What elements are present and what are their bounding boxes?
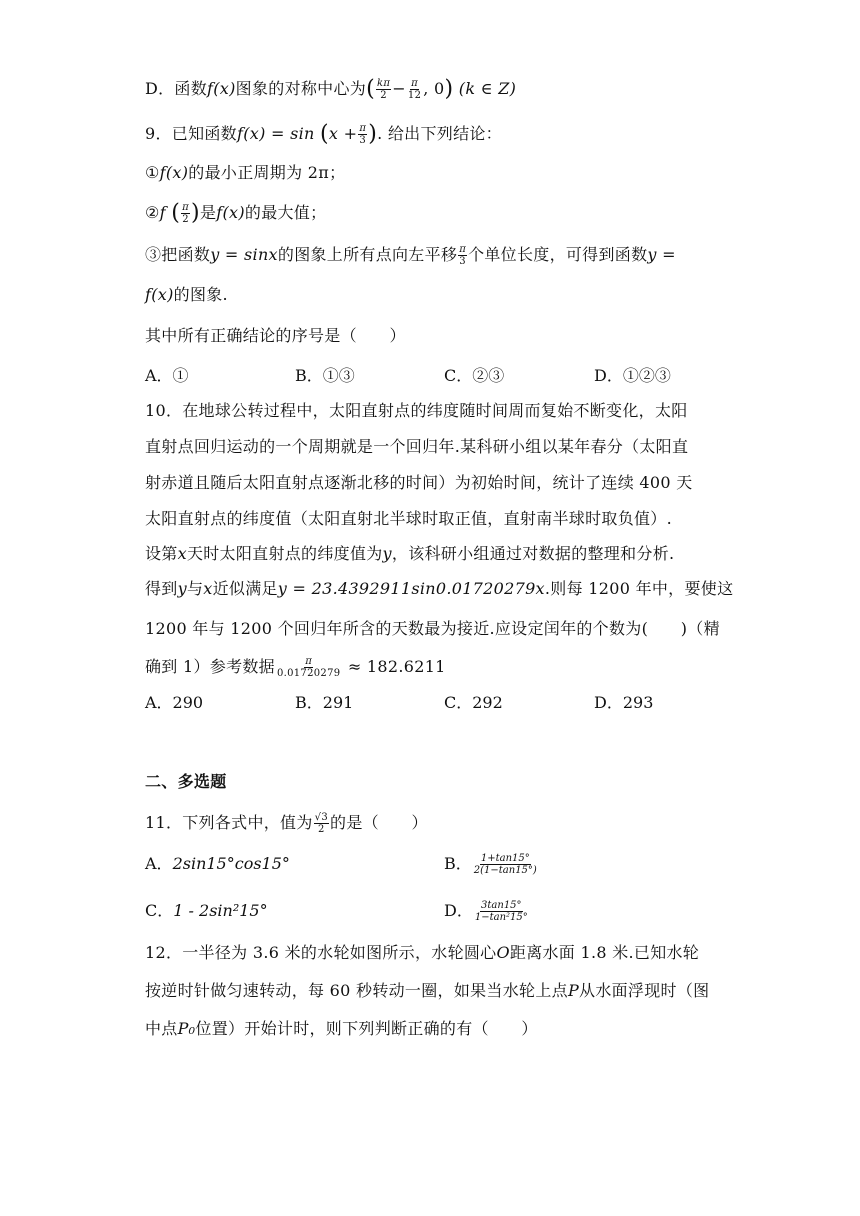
q9-option-a[interactable]: A．① [145, 366, 189, 385]
q10-line-4: 太阳直射点的纬度值（太阳直射北半球时取正值，直射南半球时取负值）. [145, 509, 672, 528]
q9-option-c[interactable]: C．②③ [444, 366, 505, 385]
q11-option-a[interactable]: A．2sin15°cos15° [145, 854, 290, 873]
q10-line-7: 1200 年与 1200 个回归年所含的天数最为接近.应设定闰年的个数为( )（精 [145, 619, 720, 638]
q10-line-3: 射赤道且随后太阳直射点逐渐北移的时间）为初始时间，统计了连续 400 天 [145, 473, 693, 492]
q10-option-d[interactable]: D．293 [594, 693, 654, 712]
q9-statement-2: ②f ( $\frac{\pi}{2}$ )是f(x)的最大值； [145, 200, 327, 226]
q11-option-c[interactable]: C．1 - 2sin²15° [145, 901, 268, 920]
q10-line-6: 得到y与x近似满足y = 23.4392911sin0.01720279x.则每 1200 年中，要使这 [145, 579, 734, 598]
q9-statement-3: ③把函数y = sinx的图象上所有点向左平移 $\frac{\pi}{3}$ 个单位长度，可得到函数y = [145, 244, 676, 267]
q8-option-d: D．函数f(x)图象的对称中心为( $\frac{k\pi}{2}$ − $\frac{\pi}{12}$ , 0) (k ∈ Z) [145, 76, 517, 102]
q9-option-b[interactable]: B．①③ [295, 366, 355, 385]
q10-option-a[interactable]: A．290 [145, 693, 204, 712]
q10-line-8: 确到 1）参考数据 $\frac{\pi}{0.01720279}$ ≈ 182.6211 [145, 656, 446, 679]
q9-option-d[interactable]: D．①②③ [594, 366, 671, 385]
q10-line-2: 直射点回归运动的一个周期就是一个回归年.某科研小组以某年春分（太阳直 [145, 437, 689, 456]
q9-question: 其中所有正确结论的序号是（ ） [145, 326, 406, 345]
section-title: 二、多选题 [145, 772, 227, 791]
q9-statement-3-cont: f(x)的图象. [145, 285, 228, 304]
q9-statement-1: ①f(x)的最小正周期为 2π； [145, 163, 346, 182]
q9-stem: 9．已知函数f(x) = sin (x + $\frac{\pi}{3}$ ). 给出下列结论： [145, 121, 502, 147]
q10-line-5: 设第x天时太阳直射点的纬度值为y，该科研小组通过对数据的整理和分析. [145, 544, 675, 563]
q10-option-c[interactable]: C．292 [444, 693, 503, 712]
q10-option-b[interactable]: B．291 [295, 693, 354, 712]
q11-stem: 11．下列各式中，值为 $\frac{√3}{2}$ 的是（ ） [145, 812, 428, 835]
q12-line-1: 12．一半径为 3.6 米的水轮如图所示，水轮圆心O距离水面 1.8 米.已知水轮 [145, 943, 700, 962]
q11-option-d[interactable]: D． $\frac{3\tan 15^\circ}{\text{1−tan²15°}}$ [444, 900, 528, 923]
q10-line-1: 10．在地球公转过程中，太阳直射点的纬度随时间周而复始不断变化，太阳 [145, 401, 688, 420]
q12-line-3: 中点P₀位置）开始计时，则下列判断正确的有（ ） [145, 1019, 538, 1038]
q12-line-2: 按逆时针做匀速转动，每 60 秒转动一圈，如果当水轮上点P从水面浮现时（图 [145, 981, 710, 1000]
q11-option-b[interactable]: B． $\frac{1+\tan 15^\circ}{2(1-\tan 15^\circ)}$ [444, 853, 537, 876]
